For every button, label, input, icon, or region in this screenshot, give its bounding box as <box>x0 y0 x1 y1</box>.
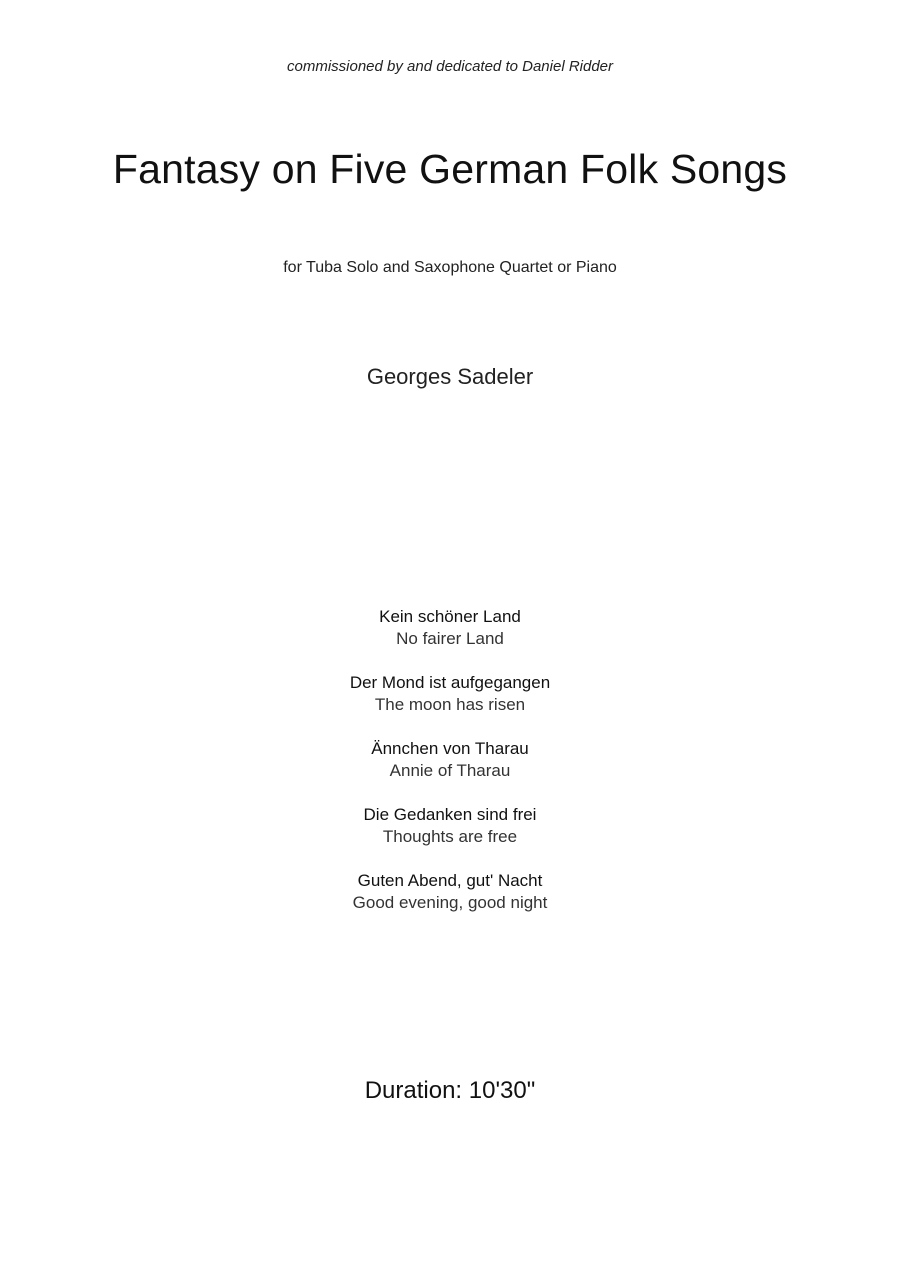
dedication-line: commissioned by and dedicated to Daniel Ridder <box>286 58 613 75</box>
song-translation: The moon has risen <box>374 695 526 714</box>
song-translation: Good evening, good night <box>352 893 548 912</box>
song-translation: Thoughts are free <box>382 827 518 846</box>
song-item <box>0 738 900 804</box>
composer-name: Georges Sadeler <box>366 364 534 389</box>
duration-label: Duration: 10'30" <box>364 1077 536 1104</box>
page-title: Fantasy on Five German Folk Songs <box>112 146 788 192</box>
song-translation: Annie of Tharau <box>389 761 511 780</box>
song-list <box>0 606 900 936</box>
song-title: Guten Abend, gut' Nacht <box>357 871 543 890</box>
song-title: Die Gedanken sind frei <box>363 805 537 824</box>
song-title: Ännchen von Tharau <box>371 739 529 758</box>
song-item <box>0 606 900 672</box>
song-item <box>0 870 900 936</box>
song-title: Kein schöner Land <box>379 607 521 626</box>
song-translation: No fairer Land <box>396 629 504 648</box>
song-item <box>0 672 900 738</box>
instrumentation-line: for Tuba Solo and Saxophone Quartet or Piano <box>283 259 617 276</box>
song-item <box>0 804 900 870</box>
song-title: Der Mond ist aufgegangen <box>349 673 551 692</box>
